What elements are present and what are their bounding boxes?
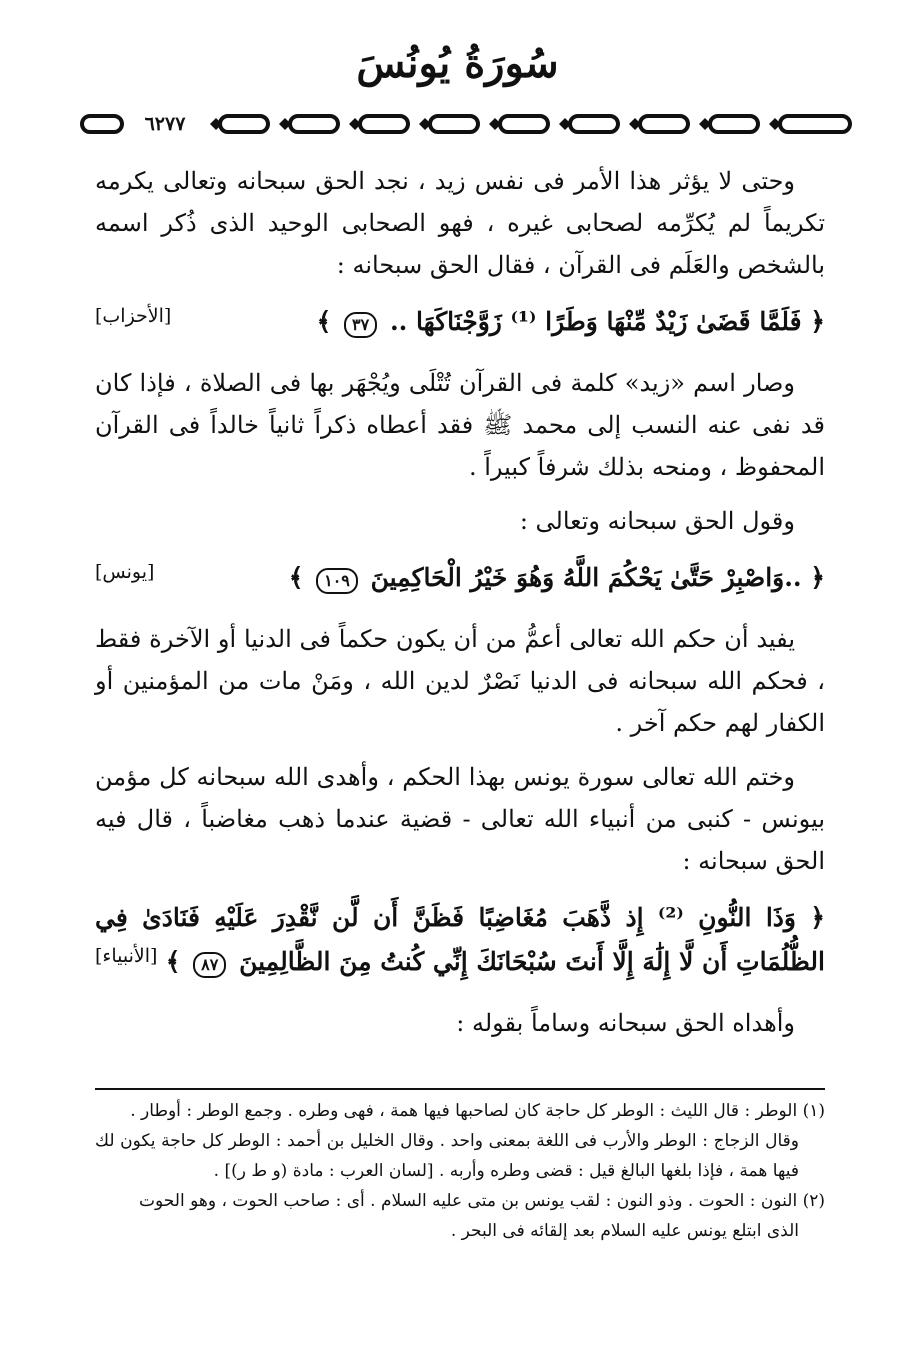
main-text	[95, 160, 825, 1056]
paragraph: وصار اسم «زيد» كلمة فى القرآن تُتْلَى ويُجْهَر بها فى الصلاة ، فإذا كان قد نفى عنه النسب إلى محمد ﷺ فقد أعطاه ذكراً ثانياً خالداً فى القرآن المحفوظ ، ومنحه بذلك شرفاً كبيراً .	[95, 369, 825, 481]
footnote-1-continued: وقال الزجاج : الوطر والأرب فى اللغة بمعنى واحد . وقال الخليل بن أحمد : الوطر كل حاجة يكون لك فيها همة ، فإذا بلغها البالغ قيل : قضى وطره وأربه . [لسان العرب : مادة (و ط ر)] .	[95, 1131, 799, 1181]
footnote-divider	[95, 1088, 825, 1090]
ayah-number: ٨٧	[193, 952, 226, 978]
verse-close-bracket: ﴾	[165, 947, 181, 976]
footnotes	[95, 1096, 825, 1246]
footnote-1: (١) الوطر : قال الليث : الوطر كل حاجة كان لصاحبها فيها همة ، فهى وطره . وجمع الوطر : أوطار .	[130, 1101, 825, 1121]
verse-close-bracket: ﴾	[288, 563, 304, 592]
verse-text: ﴿ ..وَاصْبِرْ حَتَّىٰ يَحْكُمَ اللَّهُ وَهُوَ خَيْرُ الْحَاكِمِينَ	[370, 563, 825, 592]
ayah-number: ١٠٩	[316, 568, 358, 594]
page-number: ٦٢٧٧	[130, 110, 200, 138]
paragraph: وختم الله تعالى سورة يونس بهذا الحكم ، وأهدى الله سبحانه كل مؤمن بيونس - كنبى من أنبياء الله تعالى - قضية عندما ذهب مغاضباً ، قال فيه الحق سبحانه :	[95, 763, 825, 875]
paragraph: يفيد أن حكم الله تعالى أعمُّ من أن يكون حكماً فى الدنيا أو الآخرة فقط ، فحكم الله سبحانه فى الدنيا نَصْرٌ لدين الله ، ومَنْ مات من المؤمنين أو الكفار لهم حكم آخر .	[95, 625, 825, 737]
verse-close-bracket: ﴾	[316, 307, 332, 336]
verse-text: ﴿ وَذَا النُّونِ ⁽²⁾ إِذ ذَّهَبَ مُغَاضِبًا فَظَنَّ أَن لَّن نَّقْدِرَ عَلَيْهِ فَنَادَىٰ فِي الظُّلُمَاتِ أَن لَّا إِلَٰهَ إِلَّا أَنتَ سُبْحَانَكَ إِنِّي كُنتُ مِنَ الظَّالِمِينَ	[95, 903, 825, 976]
quran-verse	[95, 300, 825, 344]
quran-verse	[95, 896, 825, 984]
quran-verse	[95, 556, 825, 600]
ayah-number: ٣٧	[344, 312, 377, 338]
verse-text: ﴿ فَلَمَّا قَضَىٰ زَيْدٌ مِّنْهَا وَطَرًا ⁽¹⁾ زَوَّجْنَاكَهَا ..	[389, 307, 825, 336]
ornamental-border	[80, 110, 854, 138]
paragraph: وقول الحق سبحانه وتعالى :	[519, 507, 795, 535]
footnote-2-continued: الذى ابتلع يونس عليه السلام بعد إلقائه فى البحر .	[450, 1221, 799, 1241]
surah-reference: [يونس]	[95, 561, 155, 583]
paragraph: وأهداه الحق سبحانه وساماً بقوله :	[456, 1009, 795, 1037]
surah-title: سُورَةُ يُونُسَ	[356, 40, 559, 87]
footnote-2: (٢) النون : الحوت . وذو النون : لقب يونس بن متى عليه السلام . أى : صاحب الحوت ، وهو الحوت	[139, 1191, 825, 1211]
surah-reference: [الأنبياء]	[95, 945, 158, 967]
surah-reference: [الأحزاب]	[95, 305, 172, 327]
paragraph: وحتى لا يؤثر هذا الأمر فى نفس زيد ، نجد الحق سبحانه وتعالى يكرمه تكريماً لم يُكرِّمه لصحابى غيره ، فهو الصحابى الوحيد الذى ذُكر اسمه بالشخص والعَلَم فى القرآن ، فقال الحق سبحانه :	[95, 167, 825, 279]
